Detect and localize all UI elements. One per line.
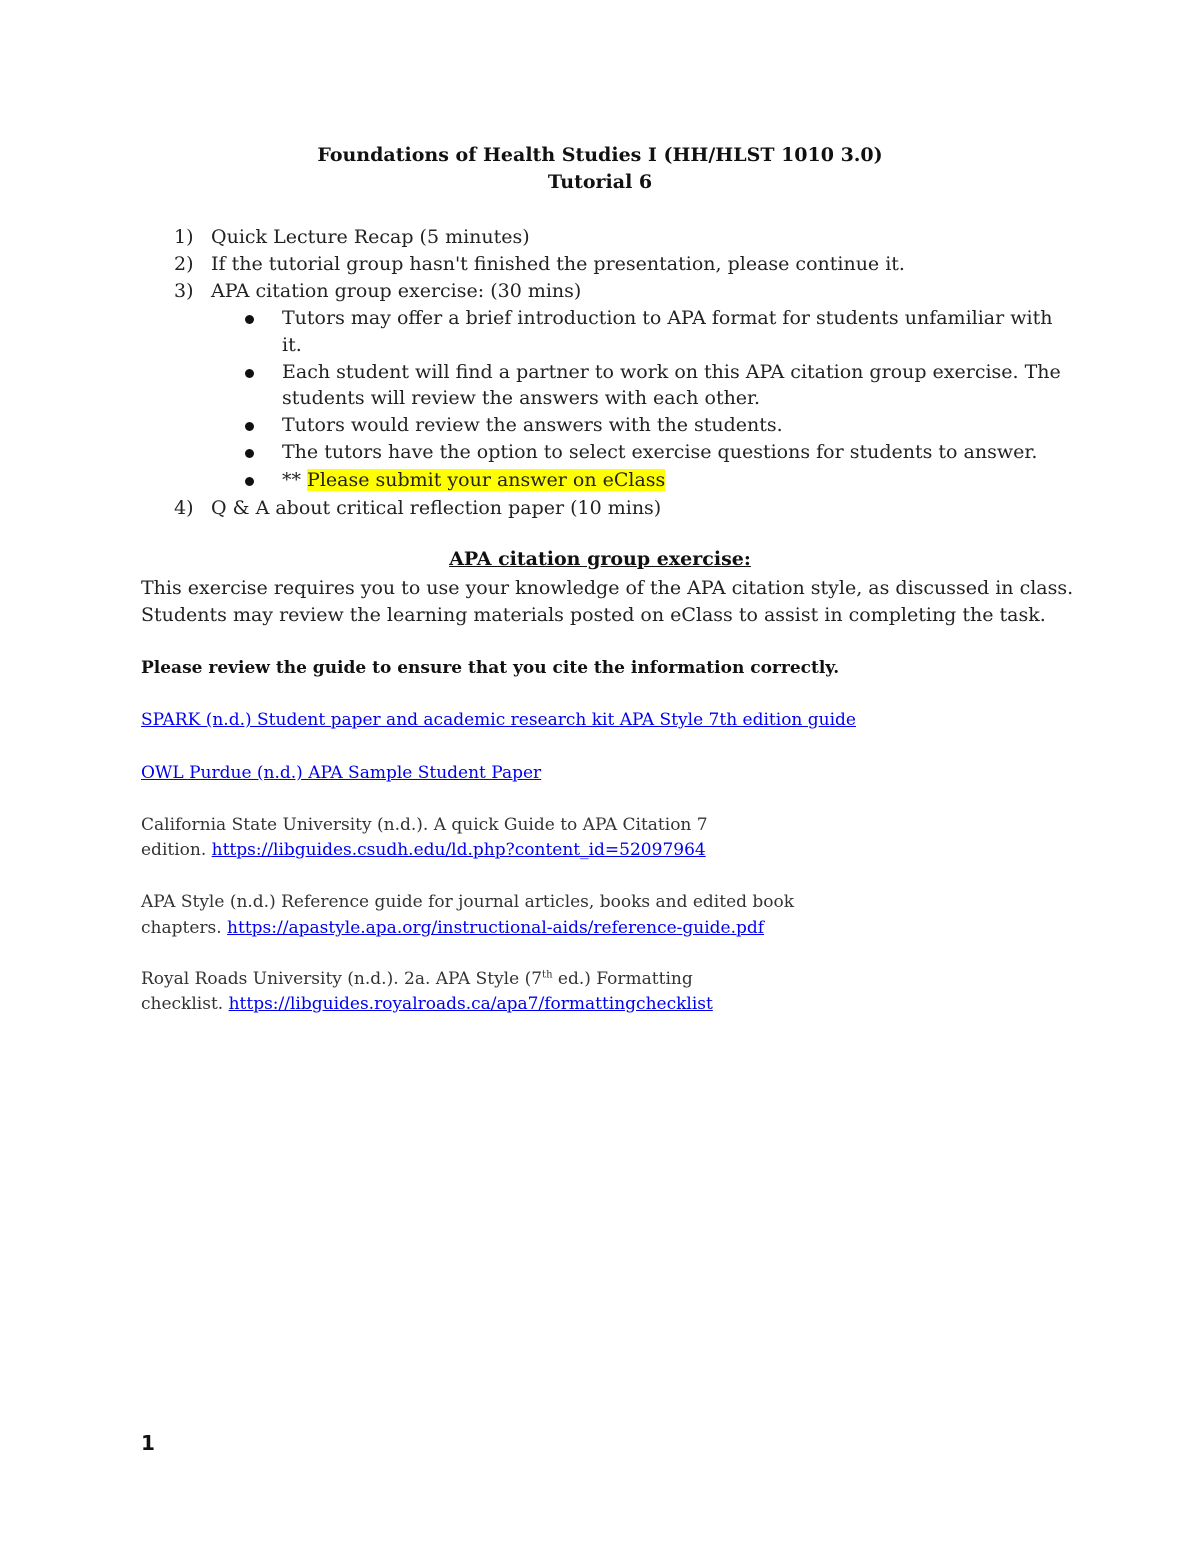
document-subtitle: Tutorial 6 xyxy=(547,171,653,193)
reference-prefix: checklist. xyxy=(141,994,229,1014)
agenda-item: Q & A about critical reflection paper (10 mins) xyxy=(211,497,662,519)
guide-note: Please review the guide to ensure that you cite the information correctly. xyxy=(141,658,840,678)
bullet-icon xyxy=(245,315,254,324)
owl-purdue-link[interactable]: OWL Purdue (n.d.) APA Sample Student Paper xyxy=(141,763,542,783)
bullet-icon xyxy=(245,422,254,431)
submit-prefix: ** xyxy=(282,469,301,491)
bullet-text: students will review the answers with each other. xyxy=(282,387,761,409)
reference-csu-cont xyxy=(141,840,706,860)
agenda-item: Quick Lecture Recap (5 minutes) xyxy=(211,226,530,248)
bullet-icon xyxy=(245,477,254,486)
exercise-intro: Students may review the learning materials posted on eClass to assist in completing the task. xyxy=(141,604,1046,626)
submit-highlight: Please submit your answer on eClass xyxy=(307,469,666,491)
reference-prefix: chapters. xyxy=(141,918,228,938)
bullet-text: The tutors have the option to select exercise questions for students to answer. xyxy=(282,441,1038,463)
reference-apa: APA Style (n.d.) Reference guide for journal articles, books and edited book xyxy=(141,892,795,912)
reference-rru xyxy=(141,969,693,989)
bullet-icon xyxy=(245,369,254,378)
submit-note xyxy=(282,469,665,491)
superscript: th xyxy=(542,969,553,981)
agenda-number: 2) xyxy=(174,253,194,275)
agenda-number: 3) xyxy=(174,280,194,302)
agenda-item: APA citation group exercise: (30 mins) xyxy=(211,280,582,302)
bullet-text: Each student will find a partner to work on this APA citation group exercise. The xyxy=(282,361,1061,383)
spark-link[interactable]: SPARK (n.d.) Student paper and academic research kit APA Style 7th edition guide xyxy=(141,710,856,730)
exercise-intro: This exercise requires you to use your knowledge of the APA citation style, as discussed in class. xyxy=(141,577,1074,599)
reference-csu: California State University (n.d.). A quick Guide to APA Citation 7 xyxy=(141,815,708,835)
reference-text: ed.) Formatting xyxy=(552,969,693,989)
apa-url-link[interactable]: https://apastyle.apa.org/instructional-aids/reference-guide.pdf xyxy=(227,918,765,938)
reference-rru-cont xyxy=(141,994,713,1014)
agenda-number: 4) xyxy=(174,497,194,519)
reference-text: Royal Roads University (n.d.). 2a. APA Style (7 xyxy=(141,969,543,989)
rru-url-link[interactable]: https://libguides.royalroads.ca/apa7/formattingchecklist xyxy=(228,994,713,1014)
bullet-text: Tutors may offer a brief introduction to APA format for students unfamiliar with xyxy=(282,307,1053,329)
reference-apa-cont xyxy=(141,918,764,938)
agenda-item: If the tutorial group hasn't finished the presentation, please continue it. xyxy=(211,253,905,275)
bullet-icon xyxy=(245,449,254,458)
csu-url-link[interactable]: https://libguides.csudh.edu/ld.php?content_id=52097964 xyxy=(211,840,706,860)
bullet-text: Tutors would review the answers with the students. xyxy=(282,414,783,436)
bullet-text: it. xyxy=(282,334,302,356)
agenda-number: 1) xyxy=(174,226,194,248)
exercise-heading: APA citation group exercise: xyxy=(449,548,751,570)
reference-prefix: edition. xyxy=(141,840,212,860)
document-title: Foundations of Health Studies I (HH/HLST 1010 3.0) xyxy=(317,144,883,166)
page-number: 1 xyxy=(141,1431,155,1455)
